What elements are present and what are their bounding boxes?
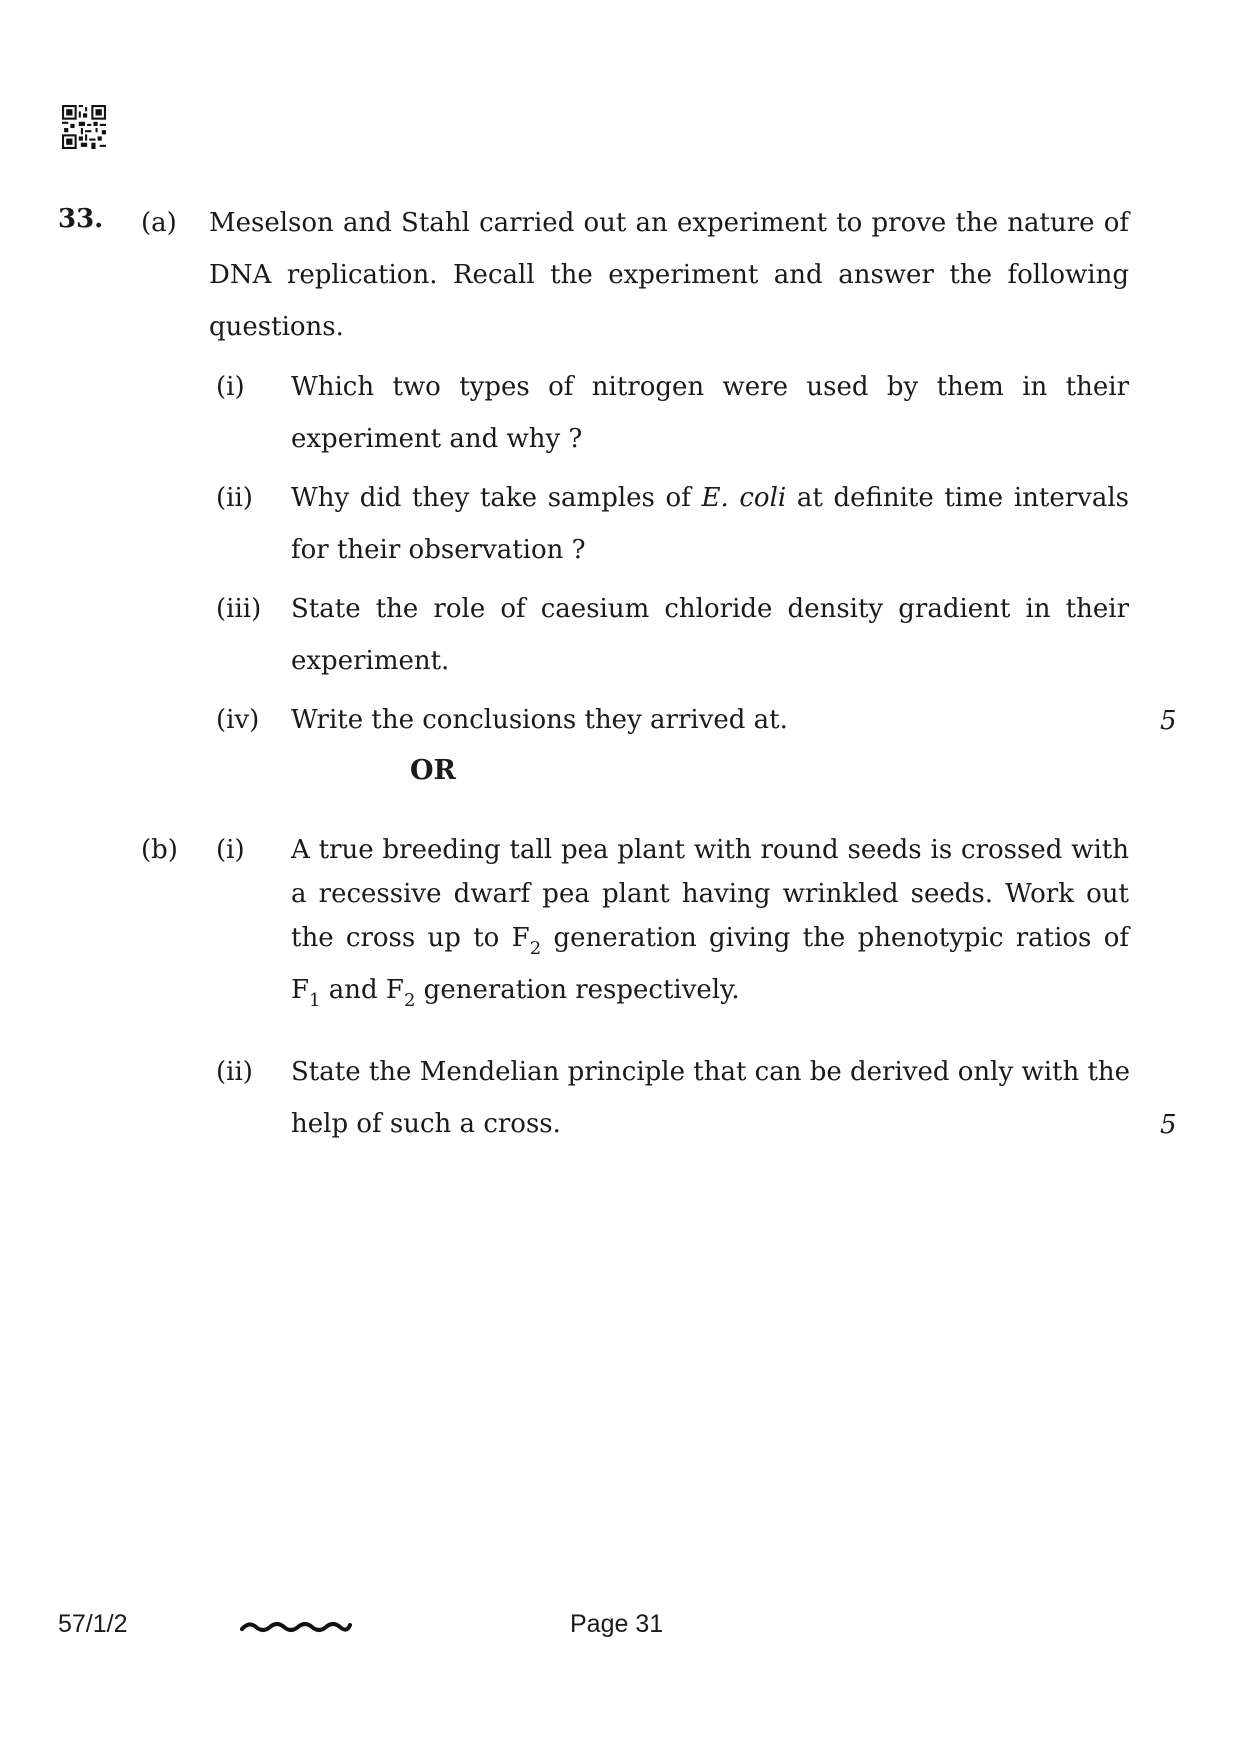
question-number: 33.: [58, 204, 104, 234]
part-b-sub-i-line-2: a recessive dwarf pea plant having wrinkled seeds. Work out: [291, 879, 1129, 909]
sub-iii-line-1: State the role of caesium chloride density gradient in their: [291, 594, 1129, 624]
sub-ii-line-1-post: at definite time intervals: [786, 483, 1129, 513]
sub-i-label: (i): [216, 372, 245, 402]
part-b-marks: 5: [1160, 1110, 1177, 1140]
qr-code-icon: [62, 105, 106, 149]
tilde-ornament-icon: [240, 1616, 352, 1638]
sub-iv-text: Write the conclusions they arrived at.: [291, 705, 788, 735]
f1-letter: F: [291, 975, 310, 1005]
sub-ii-line-1: [291, 472, 1129, 524]
page-number: Page 31: [570, 1610, 664, 1638]
part-b-sub-i-label: (i): [216, 835, 245, 865]
part-b-label: (b): [141, 835, 178, 865]
part-a-intro-line-1: Meselson and Stahl carried out an experiment to prove the nature of: [209, 208, 1129, 238]
part-a-label: (a): [141, 208, 177, 238]
part-b-sub-i-line-1: A true breeding tall pea plant with round seeds is crossed with: [291, 835, 1129, 865]
sub-iii-line-2: experiment.: [291, 646, 450, 676]
line-3-post: generation giving the phenotypic ratios of: [541, 923, 1129, 953]
f2-subscript-2: 2: [403, 990, 416, 1011]
part-b-sub-ii-line-1: State the Mendelian principle that can be derived only with the: [291, 1057, 1131, 1087]
sub-ii-label: (ii): [216, 483, 253, 513]
sub-iii-label: (iii): [216, 594, 262, 624]
f2-subscript: 2: [529, 938, 542, 959]
part-b-sub-ii-label: (ii): [216, 1057, 253, 1087]
sub-ii-line-1-pre: Why did they take samples of: [291, 483, 702, 513]
part-b-sub-ii-line-2: help of such a cross.: [291, 1109, 561, 1139]
paper-code: 57/1/2: [58, 1610, 128, 1638]
line-4-rest: generation respectively.: [415, 975, 740, 1005]
f2-letter: and F: [320, 975, 404, 1005]
part-a-intro-line-3: questions.: [209, 312, 344, 342]
sub-iv-label: (iv): [216, 705, 260, 735]
part-a-intro-line-2: DNA replication. Recall the experiment and answer the following: [209, 260, 1129, 290]
part-b-sub-i-line-3: [291, 912, 1129, 964]
or-separator: OR: [410, 755, 456, 786]
part-a-marks: 5: [1160, 706, 1177, 736]
organism-name: E. coli: [701, 483, 787, 513]
sub-i-line-2: experiment and why ?: [291, 424, 583, 454]
sub-iii-text: [291, 583, 1129, 687]
f1-subscript: 1: [309, 990, 321, 1011]
sub-ii-line-2: for their observation ?: [291, 535, 586, 565]
part-a-intro: [209, 197, 1129, 353]
sub-i-text: [291, 361, 1129, 465]
line-3-pre: the cross up to F: [291, 923, 530, 953]
part-b-sub-i-line-4: [291, 964, 1129, 1016]
sub-ii-text: [291, 472, 1129, 576]
part-b-sub-i-text: [291, 824, 1129, 1016]
part-b-sub-ii-text: [291, 1046, 1129, 1150]
sub-i-line-1: Which two types of nitrogen were used by them in their: [291, 372, 1129, 402]
